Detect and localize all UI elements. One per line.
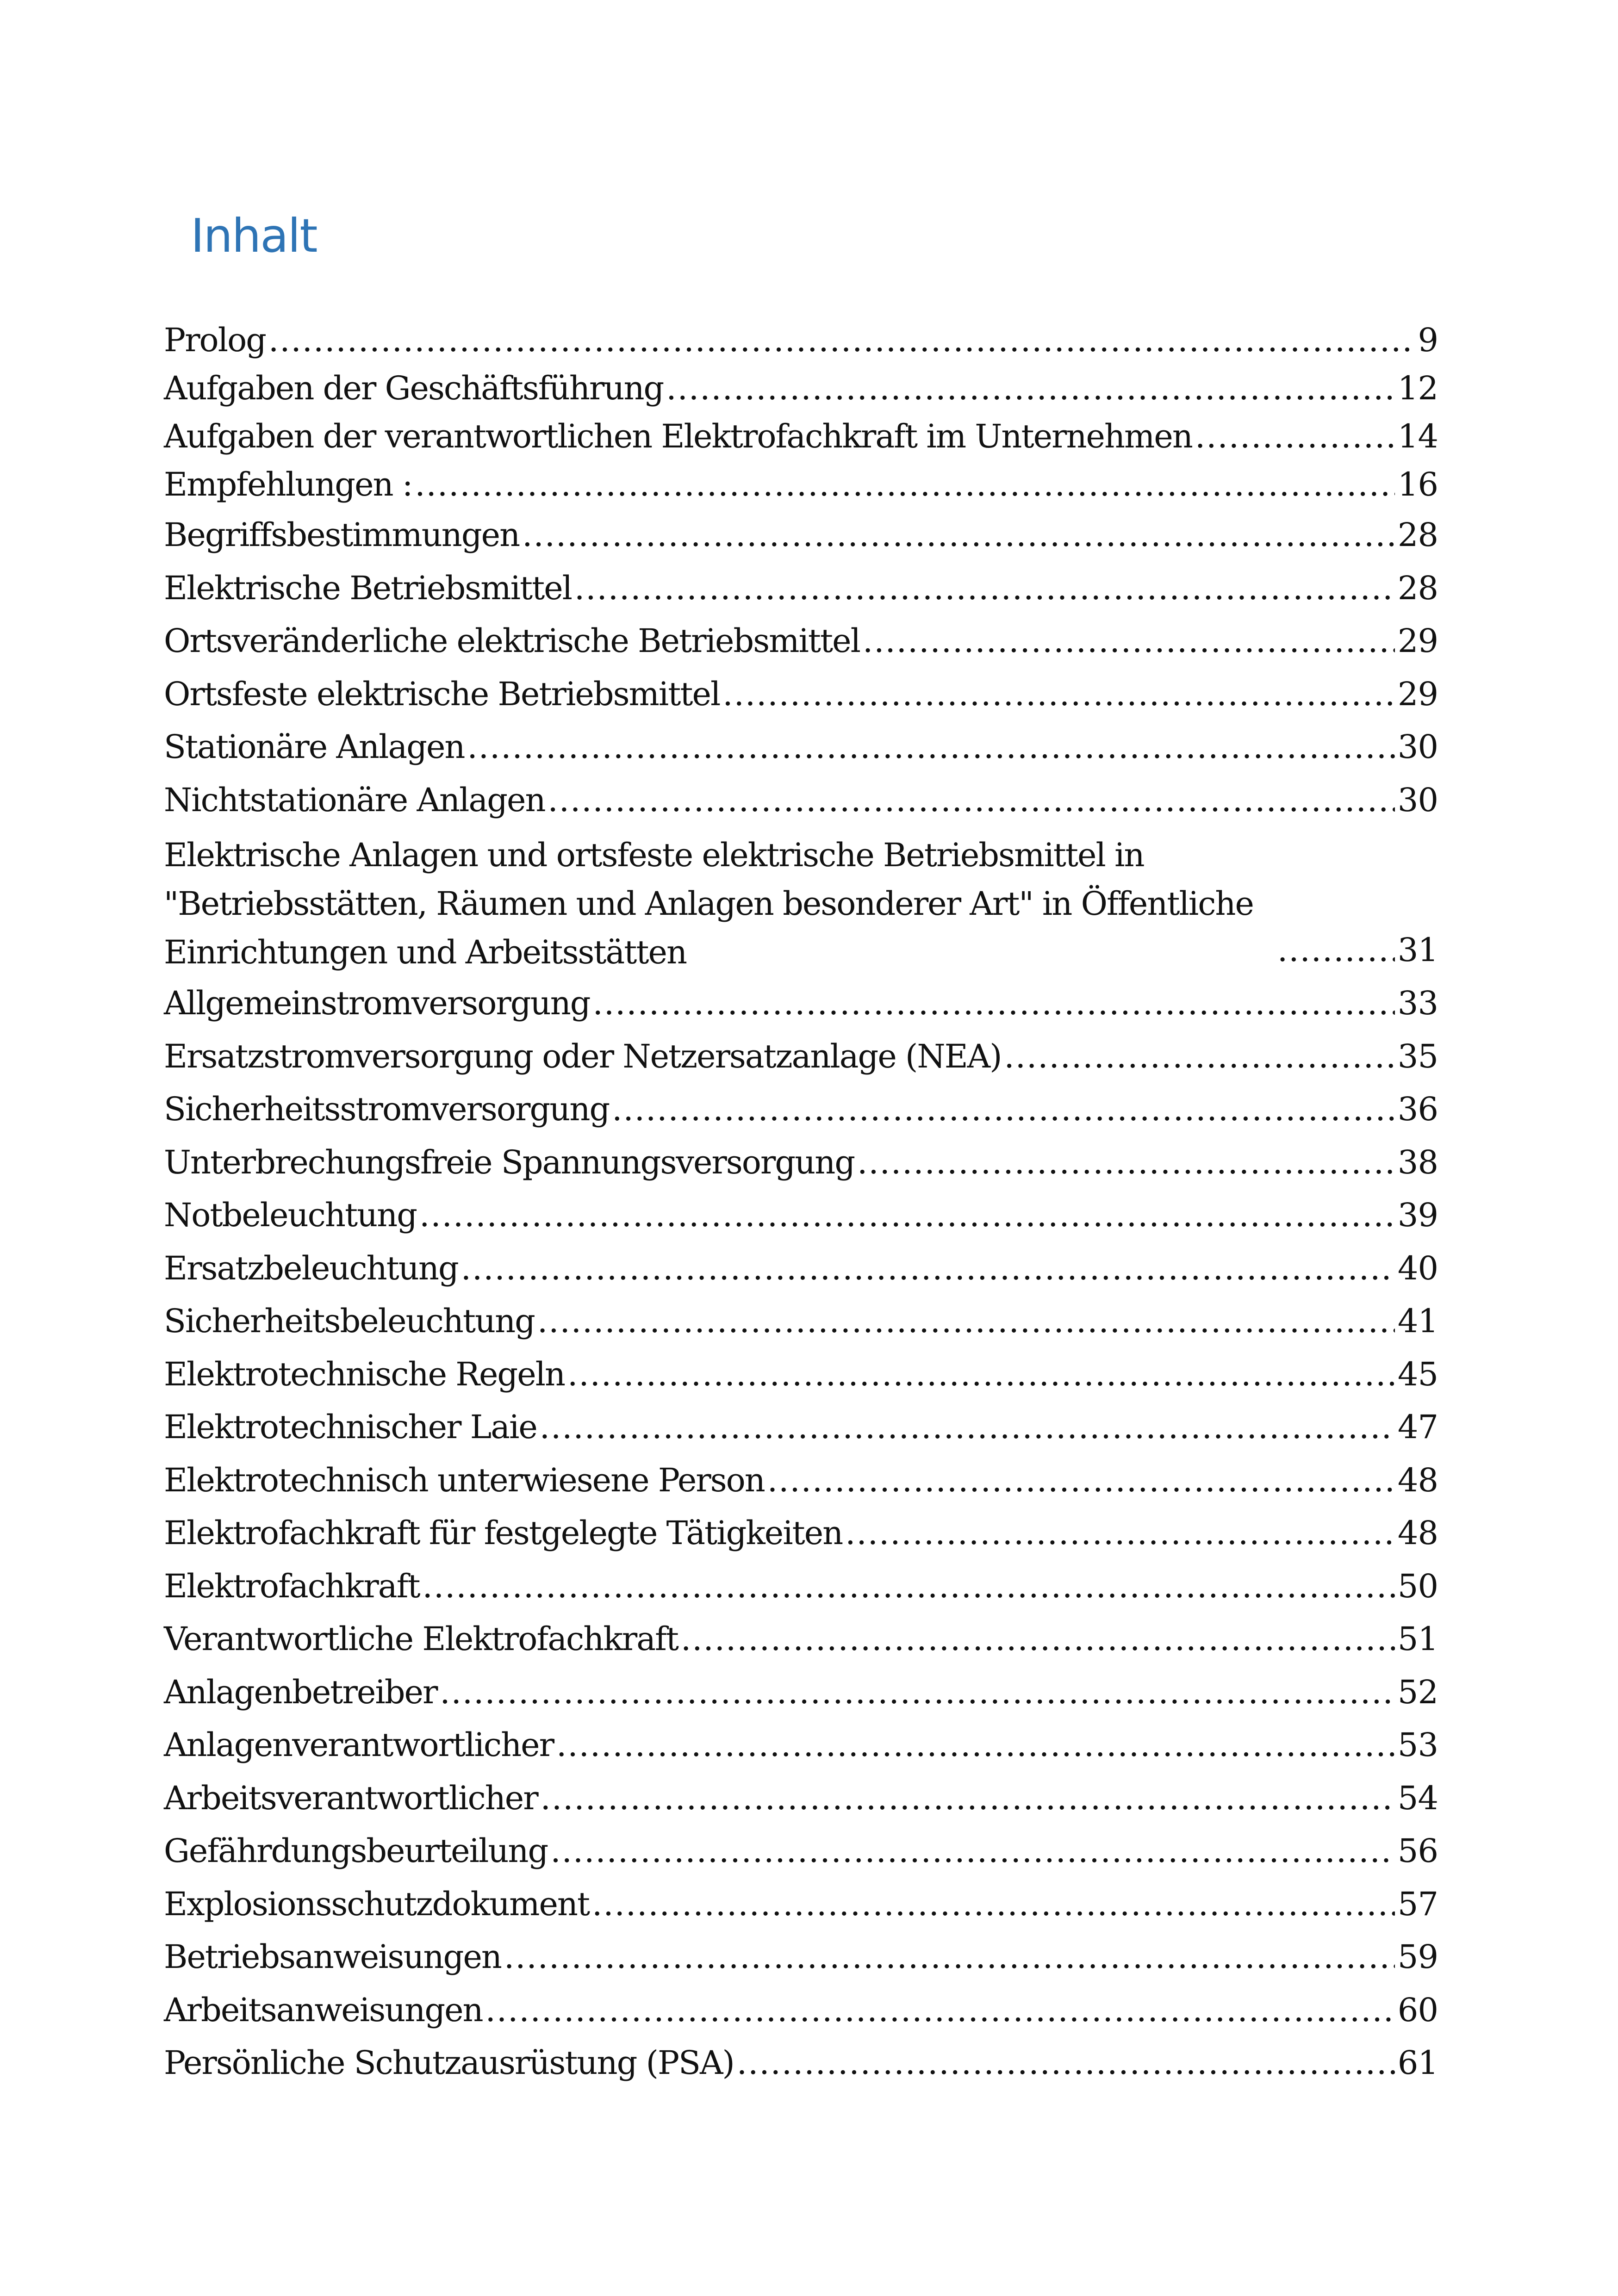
toc-entry-page-number: 40 <box>1397 1249 1438 1287</box>
toc-entry-ortsfeste-betriebsmittel[interactable] <box>164 668 1438 721</box>
toc-entry-elektrotechnischer-laie[interactable] <box>164 1401 1438 1454</box>
toc-entry-title: Verantwortliche Elektrofachkraft <box>164 1620 678 1658</box>
toc-dot-leader <box>423 1560 1395 1613</box>
toc-dot-leader <box>574 562 1395 615</box>
toc-entry-elektrische-betriebsmittel[interactable] <box>164 562 1438 615</box>
toc-dot-leader <box>522 509 1395 562</box>
toc-entry-title: Elektrotechnische Regeln <box>164 1355 565 1393</box>
toc-dot-leader <box>556 1719 1395 1772</box>
toc-dot-leader <box>857 1136 1395 1189</box>
toc-entry-page-number: 59 <box>1397 1938 1438 1976</box>
toc-entry-page-number: 41 <box>1397 1302 1438 1340</box>
toc-entry-title: Elektrotechnisch unterwiesene Person <box>164 1461 765 1499</box>
toc-entry-allgemeinstromversorgung[interactable] <box>164 977 1438 1030</box>
toc-entry-title: Betriebsanweisungen <box>164 1938 501 1976</box>
toc-dot-leader <box>592 1878 1395 1931</box>
toc-dot-leader <box>540 1401 1395 1454</box>
toc-dot-leader <box>681 1613 1395 1666</box>
toc-entry-page-number: 56 <box>1397 1832 1438 1870</box>
toc-entry-anlagenverantwortlicher[interactable] <box>164 1719 1438 1772</box>
toc-entry-page-number: 48 <box>1397 1461 1438 1499</box>
toc-entry-title: Nichtstationäre Anlagen <box>164 781 545 819</box>
toc-entry-title: Stationäre Anlagen <box>164 728 465 766</box>
toc-entry-betriebsanweisungen[interactable] <box>164 1930 1438 1984</box>
toc-entry-title: Unterbrechungsfreie Spannungsversorgung <box>164 1143 855 1181</box>
toc-dot-leader <box>268 316 1415 364</box>
toc-entry-page-number: 30 <box>1397 781 1438 819</box>
toc-entry-page-number: 14 <box>1397 417 1438 455</box>
toc-dot-leader <box>612 1083 1395 1136</box>
toc-entry-page-number: 61 <box>1397 2044 1438 2082</box>
toc-entry-page-number: 35 <box>1397 1037 1438 1075</box>
toc-dot-leader <box>567 1348 1395 1401</box>
toc-dot-leader <box>737 2036 1395 2090</box>
toc-entry-elektrische-anlagen-besonderer-art[interactable] <box>164 826 1438 977</box>
toc-entry-ortsveraenderliche-betriebsmittel[interactable] <box>164 614 1438 668</box>
toc-entry-sicherheitsstromversorgung[interactable] <box>164 1083 1438 1136</box>
toc-dot-leader <box>722 668 1395 721</box>
toc-entry-prolog[interactable] <box>164 316 1438 364</box>
toc-entry-page-number: 36 <box>1397 1090 1438 1128</box>
toc-dot-leader <box>593 977 1395 1030</box>
toc-entry-title: Prolog <box>164 321 266 359</box>
toc-entry-page-number: 28 <box>1397 516 1438 554</box>
toc-entry-title: Sicherheitsbeleuchtung <box>164 1302 535 1340</box>
toc-entry-verantwortliche-efk[interactable] <box>164 1613 1438 1666</box>
toc-entry-title: Elektrische Betriebsmittel <box>164 569 572 607</box>
toc-entry-page-number: 54 <box>1397 1779 1438 1817</box>
toc-entry-title: Sicherheitsstromversorgung <box>164 1090 610 1128</box>
toc-entry-page-number: 57 <box>1397 1885 1438 1923</box>
toc-entry-begriffsbestimmungen[interactable] <box>164 509 1438 562</box>
toc-entry-arbeitsverantwortlicher[interactable] <box>164 1772 1438 1825</box>
toc-dot-leader <box>504 1930 1395 1984</box>
toc-entry-notbeleuchtung[interactable] <box>164 1189 1438 1242</box>
toc-entry-efk-festgelegte-taetigkeiten[interactable] <box>164 1507 1438 1560</box>
toc-entry-elektrotechnische-regeln[interactable] <box>164 1348 1438 1401</box>
toc-entry-title: Aufgaben der Geschäftsführung <box>164 369 664 407</box>
toc-dot-leader <box>1004 1030 1395 1083</box>
toc-entry-page-number: 50 <box>1397 1567 1438 1605</box>
toc-entry-arbeitsanweisungen[interactable] <box>164 1984 1438 2037</box>
toc-entry-page-number: 45 <box>1397 1355 1438 1393</box>
toc-entry-title: Allgemeinstromversorgung <box>164 984 590 1022</box>
toc-entry-explosionsschutzdokument[interactable] <box>164 1878 1438 1931</box>
toc-entry-title: Notbeleuchtung <box>164 1196 417 1234</box>
toc-entry-page-number: 38 <box>1397 1143 1438 1181</box>
toc-entry-usv[interactable] <box>164 1136 1438 1189</box>
toc-entry-page-number: 47 <box>1397 1408 1438 1446</box>
toc-dot-leader <box>541 1772 1395 1825</box>
toc-dot-leader <box>767 1454 1395 1507</box>
toc-entry-title: Elektrotechnischer Laie <box>164 1408 537 1446</box>
toc-entry-page-number: 33 <box>1397 984 1438 1022</box>
toc-entry-page-number: 53 <box>1397 1726 1438 1764</box>
toc-entry-stationaere-anlagen[interactable] <box>164 720 1438 774</box>
toc-entry-aufgaben-geschaeftsfuehrung[interactable] <box>164 364 1438 412</box>
toc-entry-title: Ortsveränderliche elektrische Betriebsmittel <box>164 622 860 660</box>
toc-entry-title: Anlagenbetreiber <box>164 1673 437 1711</box>
toc-entry-title: Empfehlungen : <box>164 465 412 503</box>
toc-entry-title: Gefährdungsbeurteilung <box>164 1832 548 1870</box>
toc-heading: Inhalt <box>191 209 317 263</box>
toc-dot-leader <box>1195 412 1395 460</box>
toc-entry-elektrofachkraft[interactable] <box>164 1560 1438 1613</box>
toc-entry-ersatzbeleuchtung[interactable] <box>164 1242 1438 1295</box>
toc-dot-leader <box>419 1189 1395 1242</box>
toc-dot-leader <box>467 720 1395 774</box>
toc-entry-page-number: 31 <box>1397 931 1438 969</box>
toc-entry-aufgaben-vefk[interactable] <box>164 412 1438 460</box>
toc-entry-page-number: 12 <box>1397 369 1438 407</box>
toc-dot-leader <box>461 1242 1395 1295</box>
toc-entry-page-number: 9 <box>1418 321 1438 359</box>
toc-entry-title: Elektrofachkraft <box>164 1567 420 1605</box>
toc-entry-title: Anlagenverantwortlicher <box>164 1726 554 1764</box>
toc-entry-title: Persönliche Schutzausrüstung (PSA) <box>164 2044 734 2082</box>
toc-entry-gefaehrdungsbeurteilung[interactable] <box>164 1824 1438 1878</box>
table-of-contents <box>164 316 1438 2090</box>
toc-dot-leader <box>1277 924 1395 977</box>
toc-entry-page-number: 16 <box>1397 465 1438 503</box>
toc-entry-title: Arbeitsanweisungen <box>164 1991 483 2029</box>
toc-entry-title: Elektrische Anlagen und ortsfeste elektrische Betriebsmittel in "Betriebsstätten, Räumen und Anlagen besonderer Art" in Öffentliche Einrichtungen und Arbeitsstätten <box>164 836 1253 971</box>
toc-entry-page-number: 30 <box>1397 728 1438 766</box>
toc-dot-leader <box>537 1295 1395 1348</box>
toc-dot-leader <box>548 774 1395 827</box>
toc-dot-leader <box>666 364 1395 412</box>
toc-entry-anlagenbetreiber[interactable] <box>164 1666 1438 1719</box>
toc-entry-ersatzstromversorgung[interactable] <box>164 1030 1438 1083</box>
toc-dot-leader <box>550 1824 1395 1878</box>
toc-entry-title: Ersatzbeleuchtung <box>164 1249 458 1287</box>
toc-entry-title: Begriffsbestimmungen <box>164 516 520 554</box>
toc-entry-page-number: 48 <box>1397 1514 1438 1552</box>
toc-entry-page-number: 39 <box>1397 1196 1438 1234</box>
toc-entry-title: Explosionsschutzdokument <box>164 1885 590 1923</box>
toc-dot-leader <box>845 1507 1395 1560</box>
toc-entry-page-number: 52 <box>1397 1673 1438 1711</box>
toc-entry-empfehlungen[interactable] <box>164 460 1438 509</box>
toc-entry-unterwiesene-person[interactable] <box>164 1454 1438 1507</box>
toc-entry-title: Elektrofachkraft für festgelegte Tätigkeiten <box>164 1514 843 1552</box>
toc-entry-page-number: 60 <box>1397 1991 1438 2029</box>
toc-entry-nichtstationaere-anlagen[interactable] <box>164 774 1438 827</box>
toc-entry-page-number: 28 <box>1397 569 1438 607</box>
toc-dot-leader <box>440 1666 1395 1719</box>
toc-dot-leader <box>863 614 1395 668</box>
toc-entry-title: Arbeitsverantwortlicher <box>164 1779 538 1817</box>
toc-entry-sicherheitsbeleuchtung[interactable] <box>164 1295 1438 1348</box>
toc-entry-psa[interactable] <box>164 2036 1438 2090</box>
toc-entry-page-number: 29 <box>1397 622 1438 660</box>
toc-dot-leader <box>415 460 1395 509</box>
toc-entry-page-number: 51 <box>1397 1620 1438 1658</box>
toc-entry-page-number: 29 <box>1397 675 1438 713</box>
toc-dot-leader <box>485 1984 1395 2037</box>
toc-entry-title: Aufgaben der verantwortlichen Elektrofachkraft im Unternehmen <box>164 417 1192 455</box>
toc-entry-title: Ersatzstromversorgung oder Netzersatzanlage (NEA) <box>164 1037 1002 1075</box>
toc-entry-title: Ortsfeste elektrische Betriebsmittel <box>164 675 720 713</box>
